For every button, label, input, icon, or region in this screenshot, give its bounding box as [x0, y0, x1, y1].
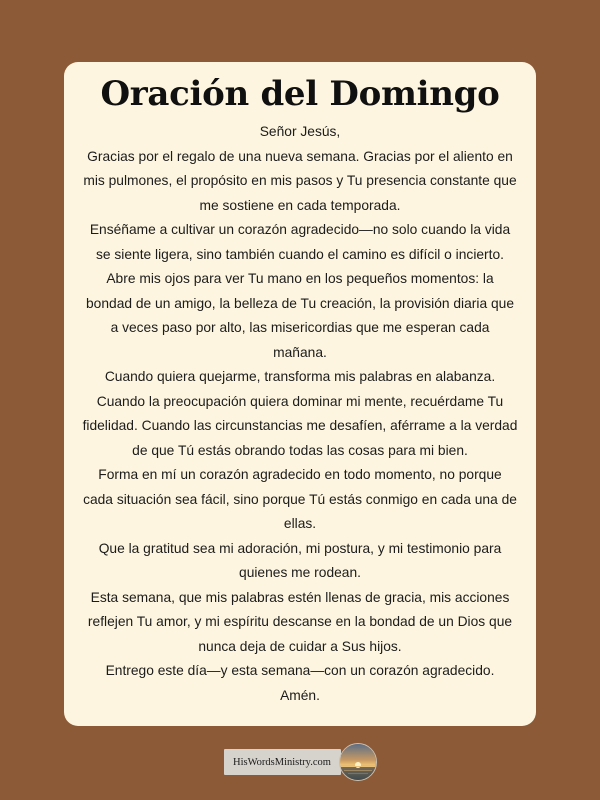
prayer-line: Amén. — [280, 687, 320, 703]
prayer-line: Que la gratitud sea mi adoración, mi postura, y mi testimonio para quienes me rodean. — [98, 540, 502, 580]
prayer-line: Entrego este día—y esta semana—con un corazón agradecido. — [105, 663, 495, 678]
sunset-ocean-icon — [339, 743, 377, 781]
prayer-line: Señor Jesús, — [259, 124, 341, 139]
prayer-line: Forma en mí un corazón agradecido en todo momento, no porque cada situación sea fácil, sino porque Tú estás conmigo en cada una de ellas. — [83, 467, 517, 531]
prayer-line: Cuando quiera quejarme, transforma mis palabras en alabanza. Cuando la preocupación quiera dominar mi mente, recuérdame Tu fidelidad. Cuando las circunstancias me desafíen, aférrame a la verdad de que Tú estás obrando todas las cosas para mi bien. — [82, 369, 518, 458]
site-name: HisWordsMinistry.com — [233, 756, 331, 768]
prayer-line: Enséñame a cultivar un corazón agradecido—no solo cuando la vida se siente ligera, sino también cuando el camino es difícil o incierto. Abre mis ojos para ver Tu mano en los pequeños momentos: la bondad de un amigo, la belleza de Tu creación, la provisión diaria que a veces paso por alto, las misericordias que me esperan cada mañana. — [86, 222, 514, 360]
footer-branding — [224, 744, 377, 780]
page-title: Oración del Domingo — [100, 74, 500, 114]
prayer-line: Esta semana, que mis palabras estén llenas de gracia, mis acciones reflejen Tu amor, y mi espíritu descanse en la bondad de un Dios que nunca deja de cuidar a Sus hijos. — [87, 589, 513, 654]
prayer-text — [82, 120, 518, 708]
site-link[interactable] — [224, 749, 341, 775]
prayer-line: Gracias por el regalo de una nueva semana. Gracias por el aliento en mis pulmones, el propósito en mis pasos y Tu presencia constante que me sostiene en cada temporada. — [83, 148, 517, 213]
prayer-card — [64, 62, 536, 726]
